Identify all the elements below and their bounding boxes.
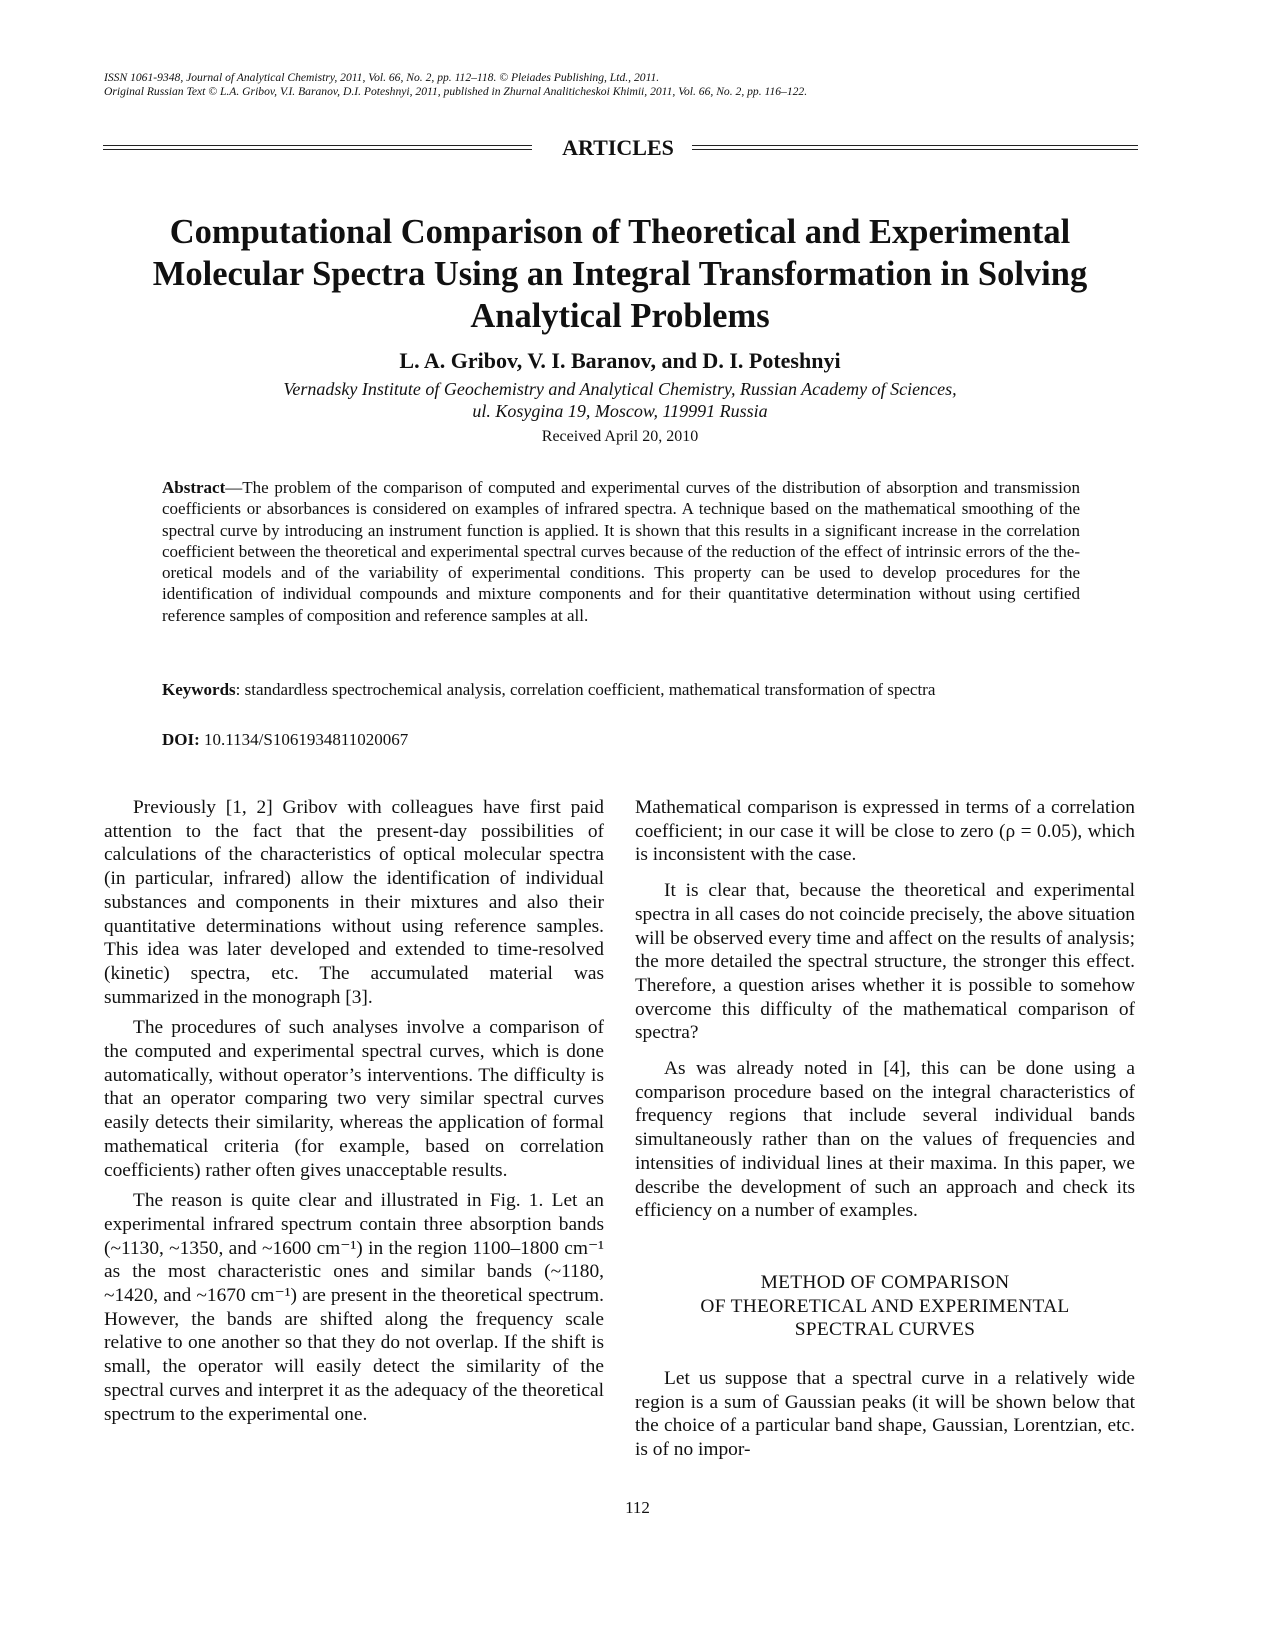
doi-label: DOI: — [162, 730, 200, 749]
method-heading-line3: SPECTRAL CURVES — [794, 1319, 976, 1341]
method-heading-line1: METHOD OF COMPARISON — [760, 1271, 1010, 1293]
title-line3: Analytical Problems — [470, 297, 770, 335]
abstract — [162, 477, 1080, 626]
journal-header — [104, 71, 807, 99]
paragraph: Let us suppose that a spectral curve in a relatively wide region is a sum of Gaussian peaks (it will be shown below that the choice of a particular band shape, Gaussian, Lorentzian, etc. is of no impor- — [635, 1368, 1135, 1461]
body-column-left — [104, 796, 604, 1433]
section-rule-left — [103, 145, 532, 150]
keywords-label: Keywords — [162, 680, 236, 699]
method-heading-line2: OF THEORETICAL AND EXPERIMENTAL — [700, 1295, 1070, 1317]
journal-header-line2: Original Russian Text © L.A. Gribov, V.I. Baranov, D.I. Poteshnyi, 2011, published in Zhurnal Analiticheskoi Khimii, 2011, Vol. 66, No. 2, pp. 116–122. — [104, 85, 808, 98]
paragraph: Previously [1, 2] Gribov with colleagues have first paid attention to the fact that the present-day possibilities of calculations of the characteristics of optical molecular spectra (in particular, infrared) allow the identification of individual substances and components in their mixtures and also their quantitative determinations without using reference samples. This idea was later developed and extended to time-resolved (kinetic) spectra, etc. The accumulated material was summarized in the monograph [3]. — [104, 797, 604, 1008]
authors: L. A. Gribov, V. I. Baranov, and D. I. Poteshnyi — [399, 348, 841, 373]
title-line1: Computational Comparison of Theoretical and Experimental — [169, 213, 1071, 251]
paragraph: It is clear that, because the theoretical and experimental spectra in all cases do not coincide precisely, the above situation will be observed every time and affect on the results of analysis; the more detailed the spectral structure, the stronger this effect. Therefore, a question arises whether it is possible to somehow overcome this difficulty of the mathematical comparison of spectra? — [635, 880, 1135, 1044]
journal-header-line1: ISSN 1061-9348, Journal of Analytical Chemistry, 2011, Vol. 66, No. 2, pp. 112–118. © Pleiades Publishing, Ltd., 2011. — [104, 71, 660, 84]
affiliation — [100, 378, 1140, 422]
section-heading-method — [635, 1271, 1135, 1342]
paragraph: Mathematical comparison is expressed in terms of a correlation coefficient; in our case it will be close to zero (ρ = 0.05), which is inconsistent with the case. — [635, 797, 1135, 866]
abstract-text: —The problem of the comparison of computed and experimental curves of the distribution of absorption and transmission coefficients or absorbances is considered on examples of infrared spectra. A technique based on the mathematical smoothing of the spectral curve by introducing an instrument function is applied. It is shown that this results in a significant increase in the correlation coefficient between the theoretical and experimental spectral curves because of the reduction of the effect of intrinsic errors of the theoretical models and of the variability of experimental conditions. This property can be used to develop procedures for the identification of individual compounds and mixture components and for their quantitative determination without using certified reference samples of composition and reference samples at all. — [162, 478, 1080, 625]
paragraph: The procedures of such analyses involve a comparison of the computed and experimental spectral curves, which is done automatically, without operator’s interventions. The difficulty is that an operator comparing two very similar spectral curves easily detects their similarity, whereas the application of formal mathematical criteria (for example, based on correlation coefficients) rather often gives unacceptable results. — [104, 1017, 604, 1181]
body-column-right — [635, 796, 1135, 1469]
doi-value: 10.1134/S1061934811020067 — [199, 730, 409, 749]
doi — [162, 729, 408, 750]
abstract-label: Abstract — [162, 478, 226, 497]
title-line2: Molecular Spectra Using an Integral Transformation in Solving — [152, 255, 1088, 293]
page-number: 112 — [625, 1498, 650, 1517]
affiliation-line2: ul. Kosygina 19, Moscow, 119991 Russia — [472, 401, 768, 421]
keywords-text: : standardless spectrochemical analysis, correlation coefficient, mathematical transformation of spectra — [235, 680, 936, 699]
paragraph: As was already noted in [4], this can be done using a comparison procedure based on the integral characteristics of frequency regions that include several individual bands simultaneously rather than on the values of frequencies and intensities of individual lines at their maxima. In this paper, we describe the development of such an approach and check its efficiency on a number of examples. — [635, 1058, 1135, 1222]
section-bar — [103, 136, 1138, 160]
affiliation-line1: Vernadsky Institute of Geochemistry and Analytical Chemistry, Russian Academy of Sciences, — [283, 379, 957, 399]
section-rule-right — [692, 145, 1138, 150]
paragraph: The reason is quite clear and illustrated in Fig. 1. Let an experimental infrared spectrum contain three absorption bands (~1130, ~1350, and ~1600 cm⁻¹) in the region 1100–1800 cm⁻¹ as the most characteristic ones and similar bands (~1180, ~1420, and ~1670 cm⁻¹) are present in the theoretical spectrum. However, the bands are shifted along the frequency scale relative to one another so that they do not overlap. If the shift is small, the operator will easily detect the similarity of the spectral curves and interpret it as the adequacy of the theoretical spectrum to the experimental one. — [104, 1190, 604, 1425]
keywords — [162, 679, 1080, 700]
paper-title — [100, 211, 1140, 337]
section-label: ARTICLES — [562, 135, 674, 160]
received-date: Received April 20, 2010 — [541, 428, 699, 445]
